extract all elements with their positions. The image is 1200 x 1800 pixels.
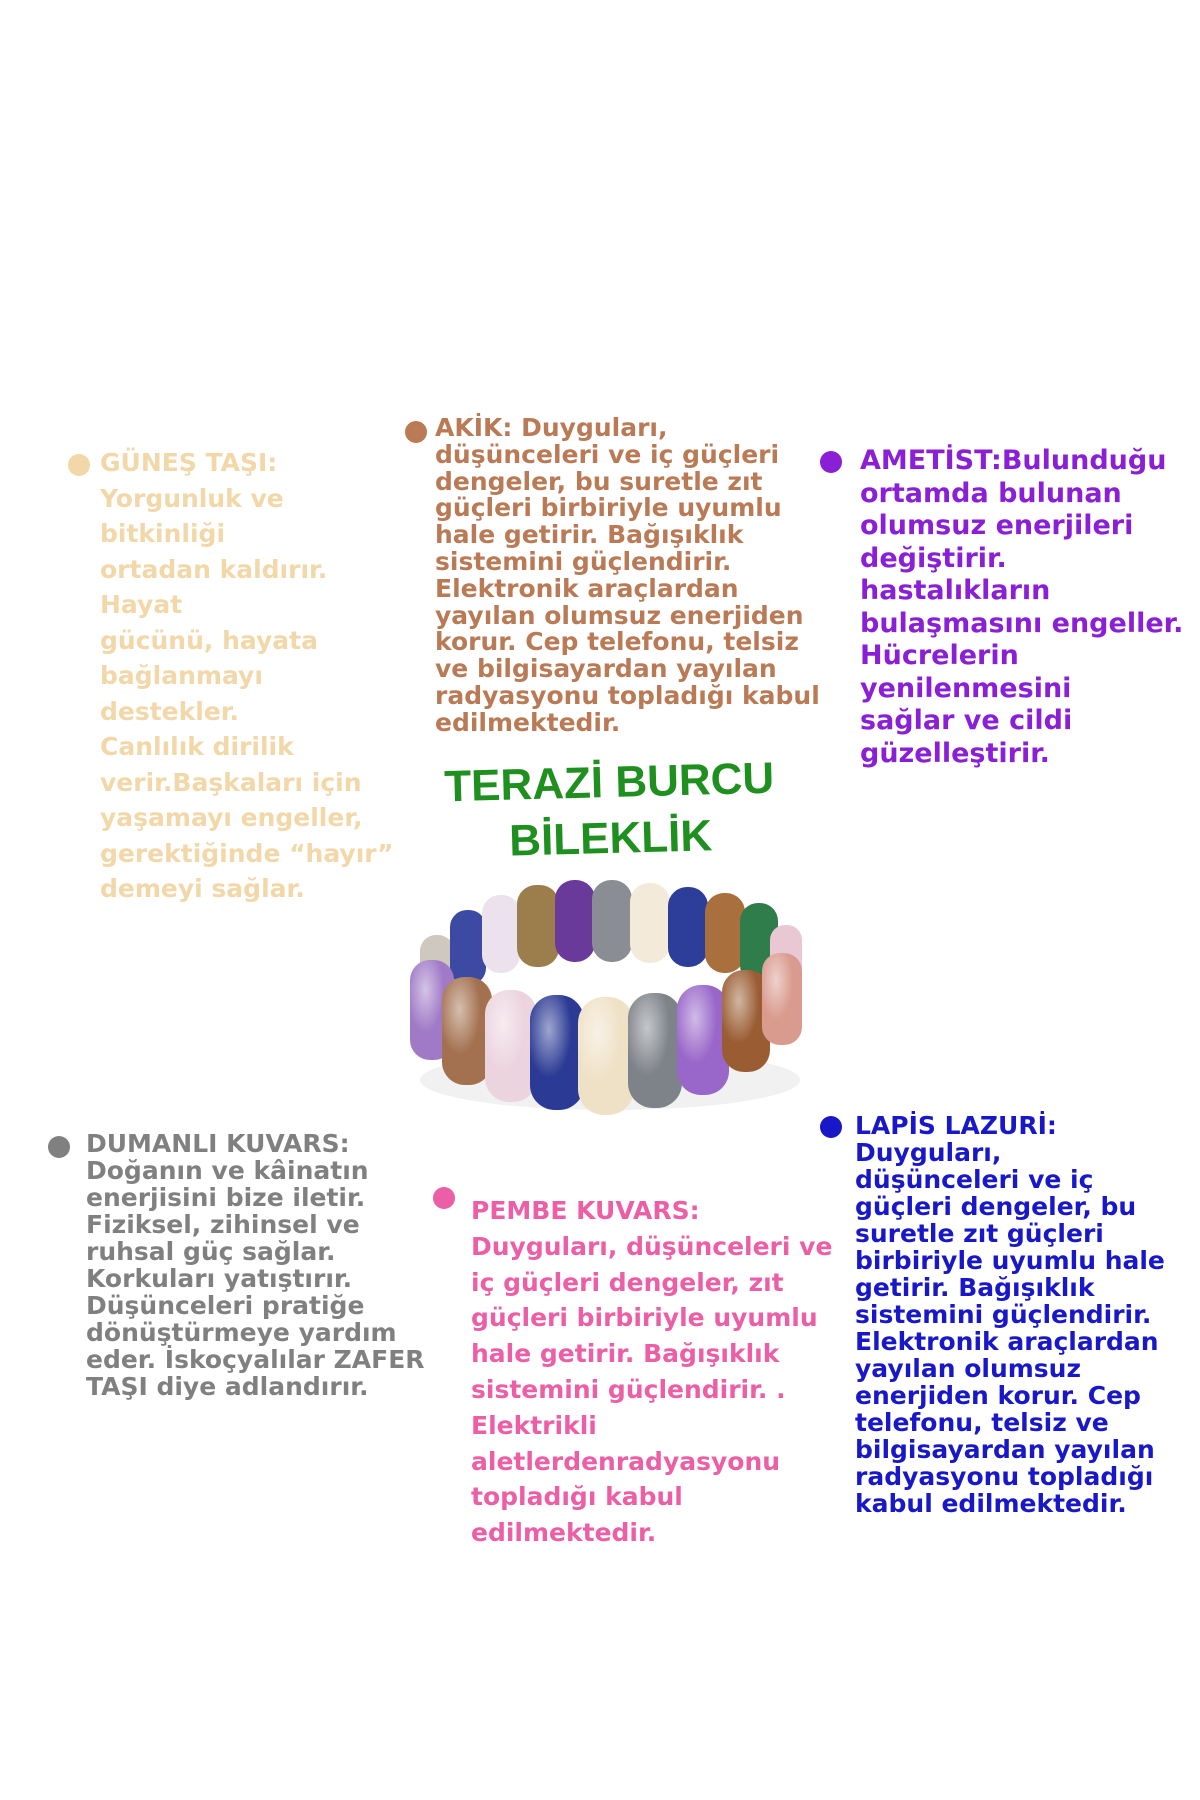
lapis-lazuri-description: Duyguları, düşünceleri ve iç güçleri dengeler, bu suretle zıt güçleri birbiriyle uyumlu hale getirir. Bağışıklık sistemini güçlendirir. Elektronik araçlardan yayılan olumsuz enerjiden korur. Cep telefonu, telsiz ve bilgisayardan yayılan radyasyonu topladığı kabul edilmektedir. — [855, 1138, 1165, 1518]
gunes-tasi-section — [68, 445, 408, 907]
dumanli-kuvars-bullet-icon — [48, 1136, 70, 1158]
page-title-line-1: TERAZİ BURCU — [443, 753, 775, 812]
lapis-lazuri-title: LAPİS LAZURİ: — [855, 1111, 1057, 1140]
dumanli-kuvars-section — [48, 1130, 428, 1400]
gunes-tasi-title: GÜNEŞ TAŞI: — [100, 448, 278, 477]
pembe-kuvars-description: Duyguları, düşünceleri ve iç güçleri dengeler, zıt güçleri birbiriyle uyumlu hale getirir. Bağışıklık sistemini güçlendirir. . Elektrikli aletlerdenradyasyonu topladığı kabul edilmektedir. — [471, 1231, 833, 1548]
ametist-bullet-icon — [820, 451, 842, 473]
akik-title: AKİK: Duyguları, — [435, 413, 668, 442]
ametist-section — [820, 445, 1200, 770]
gunes-tasi-description: Yorgunluk ve bitkinliği ortadan kaldırır. Hayat gücünü, hayata bağlanmayı destekler. Canlılık dirilik verir.Başkaları için yaşamayı engeller, gerektiğinde “hayır” demeyi sağlar. — [100, 483, 394, 903]
dumanli-kuvars-title: DUMANLI KUVARS: — [86, 1129, 350, 1158]
akik-section — [405, 415, 825, 737]
akik-bullet-icon — [405, 421, 427, 443]
lapis-lazuri-bullet-icon — [820, 1116, 842, 1138]
akik-description: düşünceleri ve iç güçleri dengeler, bu suretle zıt güçleri birbiriyle uyumlu hale getirir. Bağışıklık sistemini güçlendirir. Elektronik araçlardan yayılan olumsuz enerjiden korur. Cep telefonu, telsiz ve bilgisayardan yayılan radyasyonu topladığı kabul edilmektedir. — [435, 439, 820, 737]
lapis-lazuri-section — [820, 1112, 1200, 1517]
pembe-kuvars-title: PEMBE KUVARS: — [471, 1196, 700, 1225]
bracelet-image — [390, 865, 830, 1135]
pembe-kuvars-section — [433, 1185, 833, 1551]
dumanli-kuvars-description: Doğanın ve kâinatın enerjisini bize iletir. Fiziksel, zihinsel ve ruhsal güç sağlar. Korkuları yatıştırır. Düşünceleri pratiğe dönüştürmeye yardım eder. İskoçyalılar ZAFER TAŞI diye adlandırır. — [86, 1156, 425, 1401]
page-title-line-2: BİLEKLİK — [508, 811, 713, 866]
ametist-description: ortamda bulunan olumsuz enerjileri değiştirir. hastalıkların bulaşmasını engeller. Hücrelerin yenilenmesini sağlar ve cildi güzelleştirir. — [860, 477, 1184, 769]
gunes-tasi-bullet-icon — [68, 454, 90, 476]
page-title — [419, 750, 802, 872]
ametist-title: AMETİST:Bulunduğu — [860, 445, 1167, 476]
pembe-kuvars-bullet-icon — [433, 1187, 455, 1209]
